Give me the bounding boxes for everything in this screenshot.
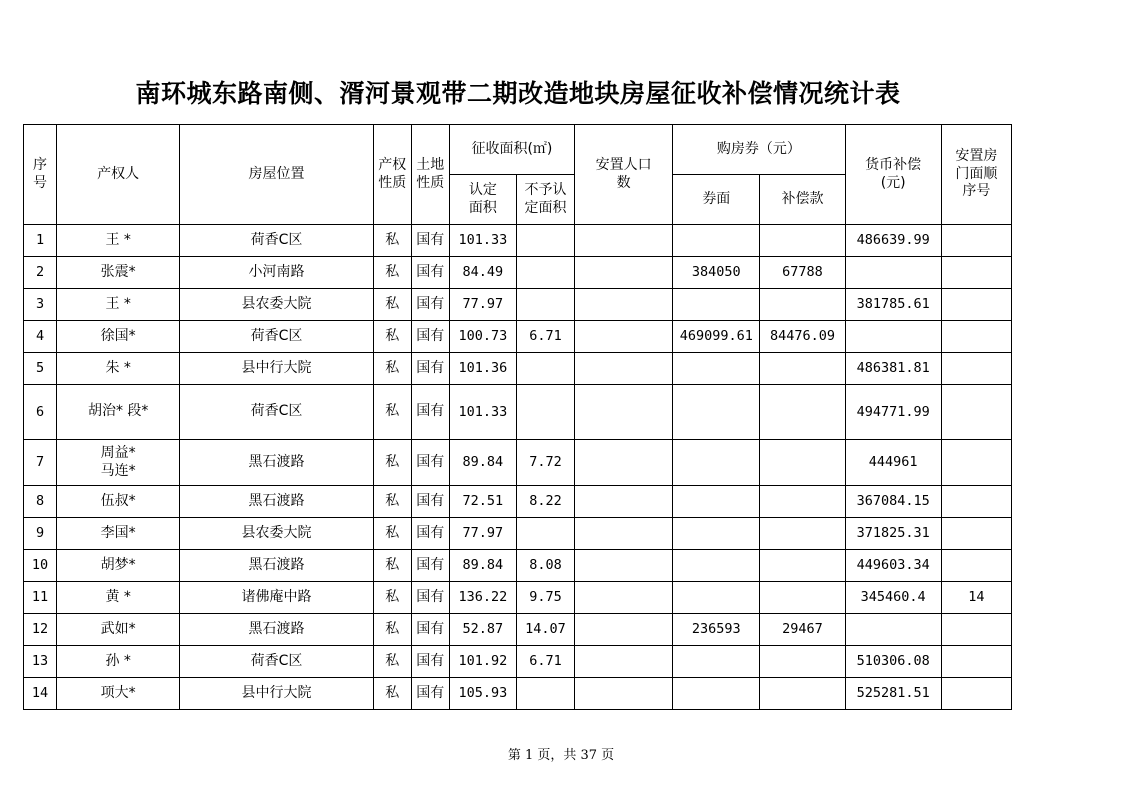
cell-area-recognized: 101.36 xyxy=(449,353,516,385)
cell-resettle-people xyxy=(575,550,673,582)
cell-land-nature: 国有 xyxy=(411,289,449,321)
cell-resettle-people xyxy=(575,678,673,710)
header-voucher-group: 购房券（元） xyxy=(673,125,845,175)
cell-area-recognized: 101.92 xyxy=(449,646,516,678)
cell-owner: 徐国* xyxy=(57,321,180,353)
cell-location: 荷香C区 xyxy=(180,321,373,353)
cell-location: 黑石渡路 xyxy=(180,550,373,582)
cell-area-unrecognized: 8.08 xyxy=(516,550,574,582)
cell-seq: 5 xyxy=(24,353,57,385)
cell-land-nature: 国有 xyxy=(411,321,449,353)
cell-property-nature: 私 xyxy=(373,257,411,289)
cell-area-unrecognized xyxy=(516,257,574,289)
cell-land-nature: 国有 xyxy=(411,678,449,710)
cell-land-nature: 国有 xyxy=(411,353,449,385)
cell-owner: 王 * xyxy=(57,289,180,321)
cell-owner: 伍叔* xyxy=(57,486,180,518)
cell-owner: 王 * xyxy=(57,225,180,257)
table-row xyxy=(24,582,1012,614)
cell-voucher-face: 384050 xyxy=(673,257,760,289)
cell-cash: 371825.31 xyxy=(845,518,941,550)
cell-owner: 周益* 马连* xyxy=(57,440,180,486)
table-row xyxy=(24,353,1012,385)
cell-area-unrecognized xyxy=(516,385,574,440)
cell-location: 县中行大院 xyxy=(180,353,373,385)
cell-storefront xyxy=(941,614,1011,646)
cell-area-recognized: 136.22 xyxy=(449,582,516,614)
header-area-unrecognized: 不予认定面积 xyxy=(516,175,574,225)
header-area-group: 征收面积(㎡) xyxy=(449,125,574,175)
compensation-table xyxy=(23,124,1012,710)
cell-voucher-comp: 84476.09 xyxy=(760,321,845,353)
cell-area-unrecognized: 8.22 xyxy=(516,486,574,518)
cell-area-unrecognized: 14.07 xyxy=(516,614,574,646)
cell-location: 荷香C区 xyxy=(180,646,373,678)
cell-area-recognized: 101.33 xyxy=(449,225,516,257)
cell-storefront xyxy=(941,518,1011,550)
cell-land-nature: 国有 xyxy=(411,486,449,518)
cell-area-recognized: 89.84 xyxy=(449,440,516,486)
cell-location: 诸佛庵中路 xyxy=(180,582,373,614)
cell-resettle-people xyxy=(575,225,673,257)
page-footer: 第 1 页，共 37 页 xyxy=(507,748,615,763)
cell-land-nature: 国有 xyxy=(411,614,449,646)
cell-resettle-people xyxy=(575,321,673,353)
cell-location: 县农委大院 xyxy=(180,518,373,550)
cell-cash: 367084.15 xyxy=(845,486,941,518)
cell-voucher-comp xyxy=(760,289,845,321)
cell-voucher-comp: 29467 xyxy=(760,614,845,646)
cell-voucher-comp xyxy=(760,225,845,257)
cell-seq: 3 xyxy=(24,289,57,321)
cell-voucher-face xyxy=(673,518,760,550)
cell-location: 县中行大院 xyxy=(180,678,373,710)
cell-storefront xyxy=(941,486,1011,518)
cell-area-unrecognized: 6.71 xyxy=(516,646,574,678)
cell-area-recognized: 89.84 xyxy=(449,550,516,582)
cell-property-nature: 私 xyxy=(373,582,411,614)
cell-land-nature: 国有 xyxy=(411,582,449,614)
cell-owner: 胡梦* xyxy=(57,550,180,582)
table-row xyxy=(24,550,1012,582)
cell-location: 黑石渡路 xyxy=(180,614,373,646)
cell-property-nature: 私 xyxy=(373,321,411,353)
cell-cash xyxy=(845,321,941,353)
cell-area-recognized: 100.73 xyxy=(449,321,516,353)
cell-voucher-face: 469099.61 xyxy=(673,321,760,353)
cell-seq: 4 xyxy=(24,321,57,353)
table-row xyxy=(24,646,1012,678)
table-row xyxy=(24,321,1012,353)
cell-area-unrecognized: 6.71 xyxy=(516,321,574,353)
cell-owner: 胡治* 段* xyxy=(57,385,180,440)
cell-property-nature: 私 xyxy=(373,646,411,678)
cell-voucher-comp xyxy=(760,550,845,582)
cell-voucher-comp xyxy=(760,518,845,550)
cell-storefront xyxy=(941,550,1011,582)
cell-storefront xyxy=(941,678,1011,710)
cell-land-nature: 国有 xyxy=(411,257,449,289)
cell-land-nature: 国有 xyxy=(411,440,449,486)
header-seq: 序号 xyxy=(24,125,57,225)
header-cash: 货币补偿(元) xyxy=(845,125,941,225)
cell-property-nature: 私 xyxy=(373,518,411,550)
cell-resettle-people xyxy=(575,646,673,678)
cell-area-recognized: 77.97 xyxy=(449,518,516,550)
cell-property-nature: 私 xyxy=(373,614,411,646)
cell-resettle-people xyxy=(575,289,673,321)
header-voucher-face: 券面 xyxy=(673,175,760,225)
header-land-nature: 土地性质 xyxy=(411,125,449,225)
cell-land-nature: 国有 xyxy=(411,550,449,582)
cell-voucher-comp xyxy=(760,385,845,440)
cell-cash: 449603.34 xyxy=(845,550,941,582)
cell-resettle-people xyxy=(575,614,673,646)
cell-location: 荷香C区 xyxy=(180,385,373,440)
table-row xyxy=(24,678,1012,710)
table-row xyxy=(24,289,1012,321)
cell-voucher-comp xyxy=(760,646,845,678)
cell-seq: 13 xyxy=(24,646,57,678)
cell-resettle-people xyxy=(575,257,673,289)
header-resettle-people: 安置人口数 xyxy=(575,125,673,225)
cell-voucher-face xyxy=(673,440,760,486)
cell-owner: 武如* xyxy=(57,614,180,646)
cell-area-unrecognized xyxy=(516,353,574,385)
cell-voucher-comp xyxy=(760,486,845,518)
cell-owner: 张震* xyxy=(57,257,180,289)
header-area-recognized: 认定面积 xyxy=(449,175,516,225)
cell-resettle-people xyxy=(575,440,673,486)
cell-storefront xyxy=(941,440,1011,486)
cell-seq: 10 xyxy=(24,550,57,582)
cell-voucher-comp xyxy=(760,353,845,385)
header-location: 房屋位置 xyxy=(180,125,373,225)
cell-owner: 朱 * xyxy=(57,353,180,385)
table-row xyxy=(24,385,1012,440)
cell-resettle-people xyxy=(575,582,673,614)
cell-storefront xyxy=(941,289,1011,321)
cell-owner: 黄 * xyxy=(57,582,180,614)
cell-area-unrecognized xyxy=(516,225,574,257)
header-owner: 产权人 xyxy=(57,125,180,225)
cell-storefront: 14 xyxy=(941,582,1011,614)
cell-location: 荷香C区 xyxy=(180,225,373,257)
cell-property-nature: 私 xyxy=(373,289,411,321)
cell-land-nature: 国有 xyxy=(411,385,449,440)
cell-owner: 孙 * xyxy=(57,646,180,678)
cell-property-nature: 私 xyxy=(373,440,411,486)
cell-storefront xyxy=(941,385,1011,440)
cell-seq: 8 xyxy=(24,486,57,518)
header-storefront: 安置房门面顺序号 xyxy=(941,125,1011,225)
cell-voucher-face xyxy=(673,385,760,440)
cell-voucher-face xyxy=(673,550,760,582)
cell-property-nature: 私 xyxy=(373,353,411,385)
cell-location: 黑石渡路 xyxy=(180,486,373,518)
cell-voucher-comp: 67788 xyxy=(760,257,845,289)
cell-voucher-face xyxy=(673,678,760,710)
cell-storefront xyxy=(941,353,1011,385)
cell-voucher-comp xyxy=(760,440,845,486)
cell-voucher-face xyxy=(673,225,760,257)
cell-land-nature: 国有 xyxy=(411,225,449,257)
cell-property-nature: 私 xyxy=(373,486,411,518)
cell-voucher-face xyxy=(673,646,760,678)
cell-area-recognized: 52.87 xyxy=(449,614,516,646)
cell-cash: 444961 xyxy=(845,440,941,486)
cell-property-nature: 私 xyxy=(373,385,411,440)
table-row xyxy=(24,257,1012,289)
cell-cash xyxy=(845,614,941,646)
cell-storefront xyxy=(941,646,1011,678)
cell-seq: 14 xyxy=(24,678,57,710)
table-row xyxy=(24,225,1012,257)
cell-area-recognized: 72.51 xyxy=(449,486,516,518)
document-title: 南环城东路南侧、湑河景观带二期改造地块房屋征收补偿情况统计表 xyxy=(135,79,901,108)
cell-seq: 1 xyxy=(24,225,57,257)
cell-voucher-face xyxy=(673,353,760,385)
table-row xyxy=(24,440,1012,486)
header-voucher-comp: 补偿款 xyxy=(760,175,845,225)
cell-owner: 项大* xyxy=(57,678,180,710)
cell-resettle-people xyxy=(575,486,673,518)
cell-area-recognized: 84.49 xyxy=(449,257,516,289)
cell-cash: 525281.51 xyxy=(845,678,941,710)
cell-voucher-face xyxy=(673,486,760,518)
header-property-nature: 产权性质 xyxy=(373,125,411,225)
cell-land-nature: 国有 xyxy=(411,646,449,678)
table-row xyxy=(24,518,1012,550)
cell-storefront xyxy=(941,321,1011,353)
cell-cash: 345460.4 xyxy=(845,582,941,614)
cell-area-unrecognized xyxy=(516,518,574,550)
cell-property-nature: 私 xyxy=(373,678,411,710)
cell-seq: 12 xyxy=(24,614,57,646)
cell-owner: 李国* xyxy=(57,518,180,550)
cell-cash: 486639.99 xyxy=(845,225,941,257)
cell-seq: 11 xyxy=(24,582,57,614)
cell-area-unrecognized xyxy=(516,289,574,321)
cell-seq: 9 xyxy=(24,518,57,550)
cell-voucher-comp xyxy=(760,678,845,710)
cell-land-nature: 国有 xyxy=(411,518,449,550)
cell-area-unrecognized: 9.75 xyxy=(516,582,574,614)
cell-seq: 7 xyxy=(24,440,57,486)
cell-area-recognized: 101.33 xyxy=(449,385,516,440)
cell-voucher-comp xyxy=(760,582,845,614)
cell-storefront xyxy=(941,225,1011,257)
cell-property-nature: 私 xyxy=(373,225,411,257)
cell-area-unrecognized xyxy=(516,678,574,710)
cell-location: 小河南路 xyxy=(180,257,373,289)
cell-resettle-people xyxy=(575,518,673,550)
cell-cash: 494771.99 xyxy=(845,385,941,440)
cell-cash: 381785.61 xyxy=(845,289,941,321)
cell-resettle-people xyxy=(575,385,673,440)
cell-property-nature: 私 xyxy=(373,550,411,582)
cell-cash: 486381.81 xyxy=(845,353,941,385)
cell-seq: 2 xyxy=(24,257,57,289)
cell-voucher-face xyxy=(673,289,760,321)
table-row xyxy=(24,614,1012,646)
cell-resettle-people xyxy=(575,353,673,385)
cell-cash xyxy=(845,257,941,289)
cell-voucher-face xyxy=(673,582,760,614)
cell-cash: 510306.08 xyxy=(845,646,941,678)
cell-area-recognized: 105.93 xyxy=(449,678,516,710)
cell-storefront xyxy=(941,257,1011,289)
cell-voucher-face: 236593 xyxy=(673,614,760,646)
cell-location: 县农委大院 xyxy=(180,289,373,321)
cell-location: 黑石渡路 xyxy=(180,440,373,486)
cell-area-unrecognized: 7.72 xyxy=(516,440,574,486)
table-row xyxy=(24,486,1012,518)
cell-area-recognized: 77.97 xyxy=(449,289,516,321)
cell-seq: 6 xyxy=(24,385,57,440)
